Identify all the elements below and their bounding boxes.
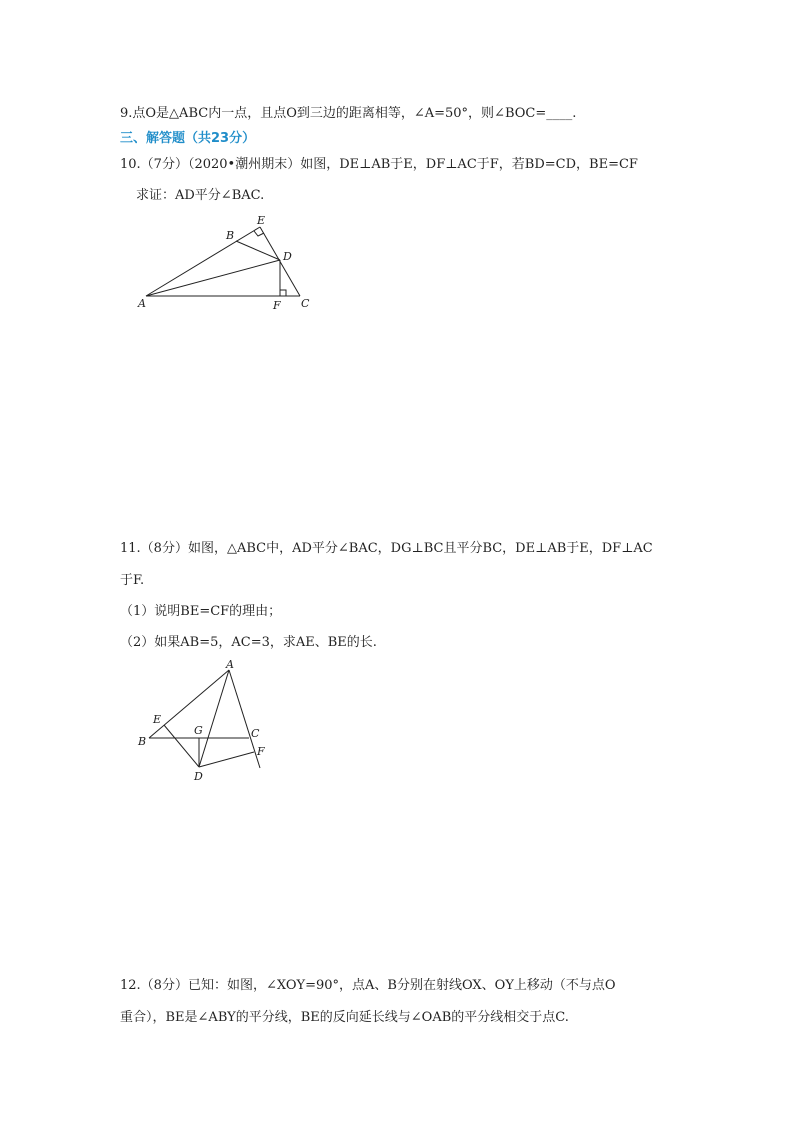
label-E: E: [257, 214, 266, 227]
question-12-line2: 重合），BE是∠ABY的平分线，BE的反向延长线与∠OAB的平分线相交于点C.: [120, 1010, 569, 1025]
question-11-part1: （1）说明BE=CF的理由；: [120, 604, 282, 619]
question-10-line1: 10.（7分）（2020•潮州期末）如图，DE⊥AB于E，DF⊥AC于F，若BD=CD，BE=CF: [120, 157, 638, 172]
label-A: A: [138, 297, 146, 310]
segment-AF-extended: [229, 670, 260, 768]
label-C: C: [251, 727, 260, 740]
question-9: 9.点O是△ABC内一点，且点O到三边的距离相等，∠A=50°，则∠BOC=____.: [120, 106, 577, 121]
label-F: F: [257, 745, 265, 758]
segment-AD: [199, 670, 229, 767]
question-12-line1: 12.（8分）已知：如图，∠XOY=90°，点A、B分别在射线OX、OY上移动（不与点O: [120, 978, 616, 993]
label-D: D: [194, 770, 203, 783]
label-B: B: [226, 229, 235, 242]
segment-AB: [149, 670, 229, 738]
question-10-line2: 求证：AD平分∠BAC.: [136, 188, 265, 203]
question-11-line2: 于F.: [120, 573, 145, 588]
label-F: F: [273, 299, 281, 312]
question-11-part2: （2）如果AB=5，AC=3，求AE、BE的长.: [120, 635, 377, 650]
label-A: A: [226, 658, 234, 671]
label-D: D: [283, 250, 292, 263]
section-title: 三、解答题（共23分）: [120, 131, 256, 146]
question-11-line1: 11.（8分）如图，△ABC中，AD平分∠BAC，DG⊥BC且平分BC，DE⊥AB于E，DF⊥AC: [120, 541, 653, 556]
label-G: G: [194, 724, 203, 737]
label-E: E: [153, 713, 162, 726]
label-B: B: [138, 735, 147, 748]
segment-DF: [199, 752, 254, 767]
label-C: C: [301, 297, 310, 310]
